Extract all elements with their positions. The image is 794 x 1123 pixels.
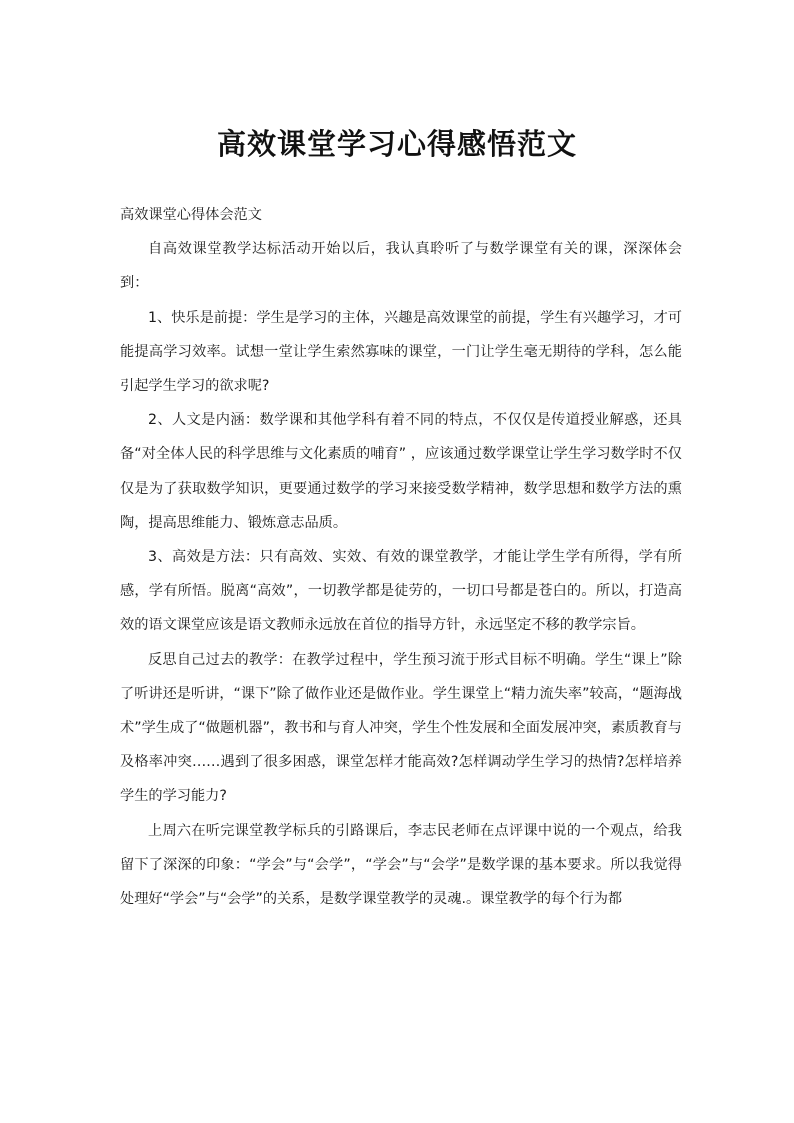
paragraph-reflection: 反思自己过去的教学：在教学过程中，学生预习流于形式目标不明确。学生“课上”除了听讲还是听讲，“课下”除了做作业还是做作业。学生课堂上“精力流失率”较高，“题海战术”学生成了“做题机器”，教书和与育人冲突，学生个性发展和全面发展冲突，素质教育与及格率冲突……遇到了很多困惑，课堂怎样才能高效?怎样调动学生学习的热情?怎样培养学生的学习能力? (120, 651, 682, 805)
document-subtitle: 高效课堂心得体会范文 (120, 207, 262, 223)
document-body (120, 198, 682, 916)
paragraph-intro: 自高效课堂教学达标活动开始以后，我认真聆听了与数学课堂有关的课，深深体会到： (120, 241, 682, 292)
document-title: 高效课堂学习心得感悟范文 (216, 127, 577, 161)
paragraph-point-3: 3、高效是方法：只有高效、实效、有效的课堂教学，才能让学生学有所得，学有所感，学有所悟。脱离“高效”，一切教学都是徒劳的，一切口号都是苍白的。所以，打造高效的语文课堂应该是语文教师永远放在首位的指导方针，永远坚定不移的教学宗旨。 (120, 549, 682, 634)
paragraph-observation: 上周六在听完课堂教学标兵的引路课后，李志民老师在点评课中说的一个观点，给我留下了深深的印象：“学会”与“会学”，“学会”与“会学”是数学课的基本要求。所以我觉得处理好“学会”与“会学”的关系，是数学课堂教学的灵魂.。课堂教学的每个行为都 (120, 822, 682, 908)
paragraph-point-2: 2、人文是内涵：数学课和其他学科有着不同的特点，不仅仅是传道授业解惑，还具备“对全体人民的科学思维与文化素质的哺育” ，应该通过数学课堂让学生学习数学时不仅仅是为了获取数学知识，更要通过数学的学习来接受数学精神，数学思想和数学方法的熏陶，提高思维能力、锻炼意志品质。 (120, 412, 682, 531)
paragraph-point-1: 1、快乐是前提：学生是学习的主体，兴趣是高效课堂的前提，学生有兴趣学习，才可能提高学习效率。试想一堂让学生索然寡味的课堂，一门让学生毫无期待的学科，怎么能引起学生学习的欲求呢? (120, 309, 682, 395)
